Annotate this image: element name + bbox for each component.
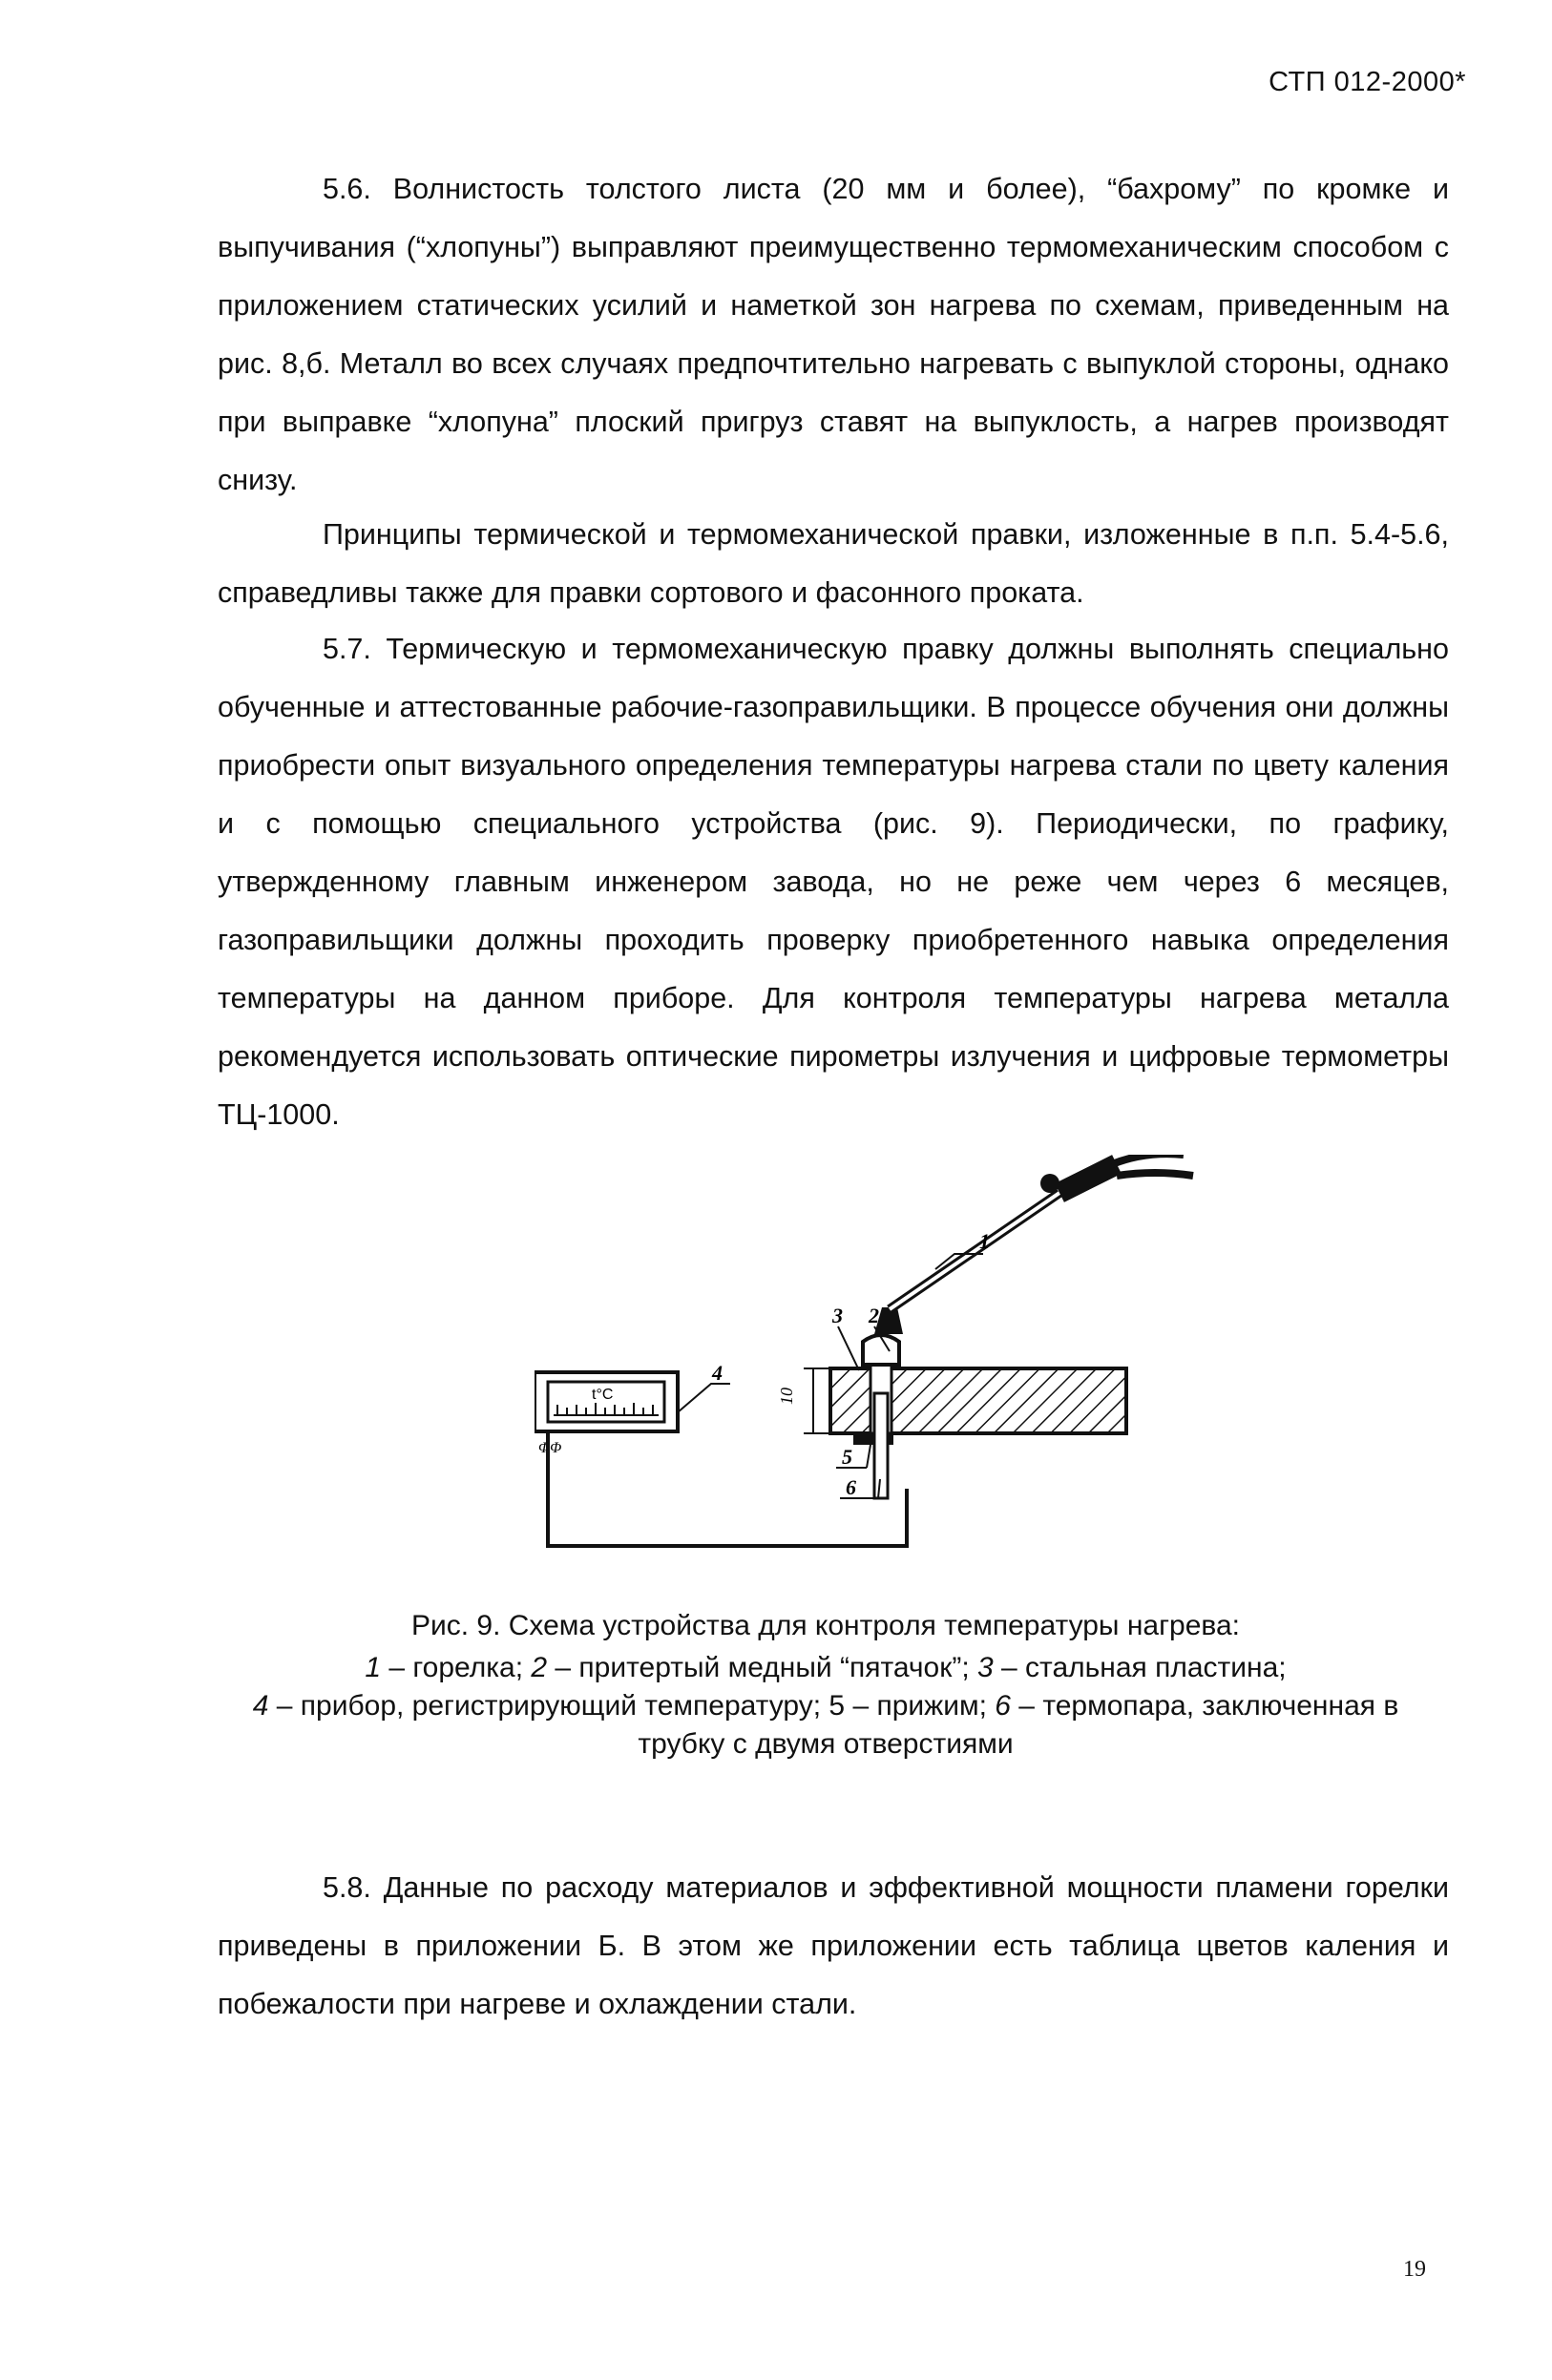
- paragraph-5-7: [218, 620, 1449, 1144]
- figure-9-diagram: [535, 1155, 1222, 1565]
- caption-title: Рис. 9. Схема устройства для контроля температуры нагрева:: [410, 1610, 1241, 1641]
- device-terminals: ΦΦ: [538, 1440, 562, 1456]
- label-6: 6: [846, 1475, 856, 1499]
- figure-caption: [220, 1607, 1432, 1764]
- temperature-device: [535, 1372, 678, 1456]
- paragraph-text: Принципы термической и термомеханической правки, изложенные в п.п. 5.4-5.6, справедливы также для правки сортового и фасонного проката.: [218, 518, 1449, 609]
- legend-num: 1: [365, 1652, 382, 1683]
- legend-num: 5: [828, 1690, 846, 1722]
- legend-text: – горелка;: [381, 1652, 532, 1683]
- label-4: 4: [712, 1361, 723, 1385]
- legend-num: 6: [995, 1690, 1011, 1722]
- page-number: 19: [1403, 2257, 1426, 2282]
- paragraph-text: 5.7. Термическую и термомеханическую правку должны выполнять специально обученные и аттестованные рабочие-газоправильщики. В процессе обучения они должны приобрести опыт визуального определения температуры нагрева стали по цвету каления и с помощью специального устройства (рис. 9). Периодически, по графику, утвержденному главным инженером завода, но не реже чем через 6 месяцев, газоправильщики должны проходить проверку приобретенного навыка определения температуры на данном приборе. Для контроля температуры нагрева металла рекомендуется использовать оптические пирометры излучения и цифровые термометры ТЦ-1000.: [218, 633, 1449, 1131]
- legend-text: – термопара, заключенная в трубку с двумя отверстиями: [638, 1690, 1399, 1760]
- legend-num: 2: [531, 1652, 548, 1683]
- paragraph-5-8: [218, 1859, 1449, 2034]
- legend-num: 4: [252, 1690, 269, 1722]
- label-5: 5: [842, 1445, 852, 1469]
- paragraph-text: 5.8. Данные по расходу материалов и эффективной мощности пламени горелки приведены в приложении Б. В этом же приложении есть таблица цветов каления и побежалости при нагреве и охлаждении стали.: [218, 1871, 1449, 2020]
- paragraph-text: 5.6. Волнистость толстого листа (20 мм и более), “бахрому” по кромке и выпучивания (“хлопуны”) выправляют преимущественно термомеханическим способом с приложением статических усилий и наметкой зон нагрева по схемам, приведенным на рис. 8,б. Металл во всех случаях предпочтительно нагревать с выпуклой стороны, однако при выправке “хлопуна” плоский пригруз ставят на выпуклость, а нагрев производят снизу.: [218, 173, 1449, 496]
- device-display: t°C: [592, 1387, 614, 1403]
- legend-text: – прижим;: [845, 1690, 996, 1722]
- dimension-label: 10: [777, 1388, 796, 1405]
- legend-text: – притертый медный “пятачок”;: [547, 1652, 978, 1683]
- paragraph-5-6: [218, 160, 1449, 510]
- label-2: 2: [869, 1304, 879, 1327]
- caption-legend: [220, 1649, 1432, 1764]
- label-1: 1: [979, 1229, 990, 1253]
- legend-text: – стальная пластина;: [993, 1652, 1287, 1683]
- document-id: СТП 012-2000*: [1269, 67, 1466, 97]
- legend-num: 3: [977, 1652, 994, 1683]
- label-3: 3: [832, 1304, 843, 1327]
- legend-text: – прибор, регистрирующий температуру;: [268, 1690, 829, 1722]
- paragraph-principles: [218, 506, 1449, 622]
